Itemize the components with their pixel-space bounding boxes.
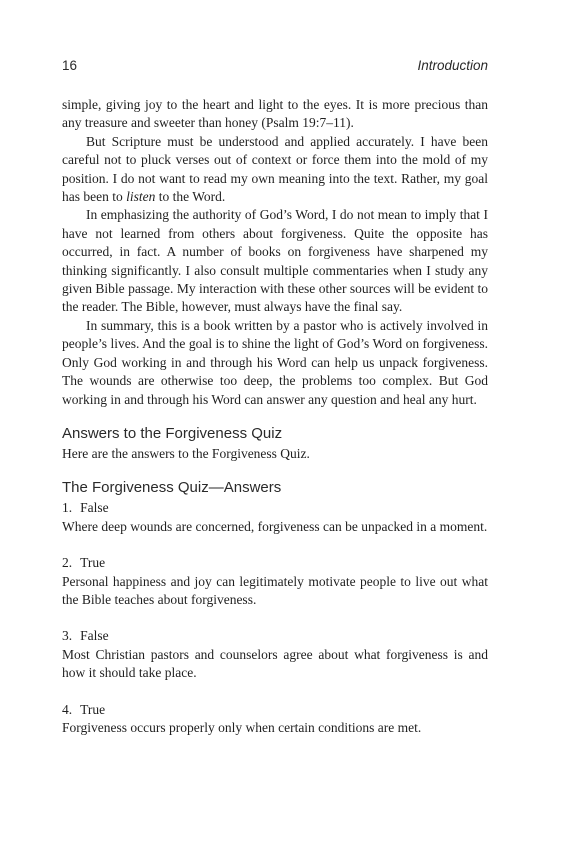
answer-number: 4. [62, 701, 73, 717]
paragraph [62, 133, 488, 207]
quiz-answer-item [62, 701, 488, 738]
answer-head [62, 627, 488, 645]
paragraph: In emphasizing the authority of God’s Word, I do not mean to imply that I have not learned from others about forgiveness. Quite the opposite has occurred, in fact. A number of books on forgiveness have sharpened my thinking significantly. I also consult multiple commentaries when I study any given Bible passage. My interaction with these other sources will be evident to the reader. The Bible, however, must always have the final say. [62, 207, 488, 315]
paragraph: simple, giving joy to the heart and light to the eyes. It is more precious than any treasure and sweeter than honey (Psalm 19:7–11). [62, 97, 488, 131]
section-intro: Here are the answers to the Forgiveness Quiz. [62, 445, 310, 461]
answer-head [62, 701, 488, 719]
answer-value: True [80, 701, 106, 717]
section-heading: Answers to the Forgiveness Quiz [62, 424, 283, 442]
quiz-answer-item [62, 627, 488, 682]
answer-statement: Most Christian pastors and counselors agree about what forgiveness is and how it should take place. [62, 646, 488, 681]
answer-statement: Where deep wounds are concerned, forgiveness can be unpacked in a moment. [62, 518, 488, 534]
answer-number: 3. [62, 628, 73, 644]
answer-value: True [80, 555, 106, 571]
quiz-heading: The Forgiveness Quiz—Answers [62, 479, 282, 497]
emphasis-text: listen [126, 189, 156, 205]
page-number: 16 [62, 58, 78, 73]
answer-head [62, 554, 488, 572]
answer-head [62, 499, 488, 517]
answer-number: 1. [62, 500, 73, 516]
quiz-answer-item [62, 499, 488, 536]
quiz-answer-item [62, 554, 488, 609]
body-text [62, 96, 488, 409]
running-head [62, 58, 488, 80]
book-page [62, 58, 488, 737]
answer-number: 2. [62, 555, 73, 571]
answer-statement: Personal happiness and joy can legitimately motivate people to live out what the Bible teaches about forgiveness. [62, 573, 488, 607]
quiz-answer-list [62, 499, 488, 737]
paragraph-text: to the Word. [155, 189, 226, 205]
answer-value: False [80, 628, 109, 644]
section-title: Introduction [417, 58, 488, 73]
paragraph-text: But Scripture must be understood and applied accurately. I have been careful not to pluck verses out of context or force them into the mold of my position. I do not want to read my own meaning into the text. Rather, my goal has been to [62, 133, 488, 205]
answer-statement: Forgiveness occurs properly only when certain conditions are met. [62, 719, 422, 735]
answer-value: False [80, 500, 109, 516]
paragraph: In summary, this is a book written by a pastor who is actively involved in people’s lives. And the goal is to shine the light of God’s Word on forgiveness. Only God working in and through his Word can help us unpack forgiveness. The wounds are otherwise too deep, the problems too complex. But God working in and through his Word can answer any question and heal any hurt. [62, 317, 488, 407]
